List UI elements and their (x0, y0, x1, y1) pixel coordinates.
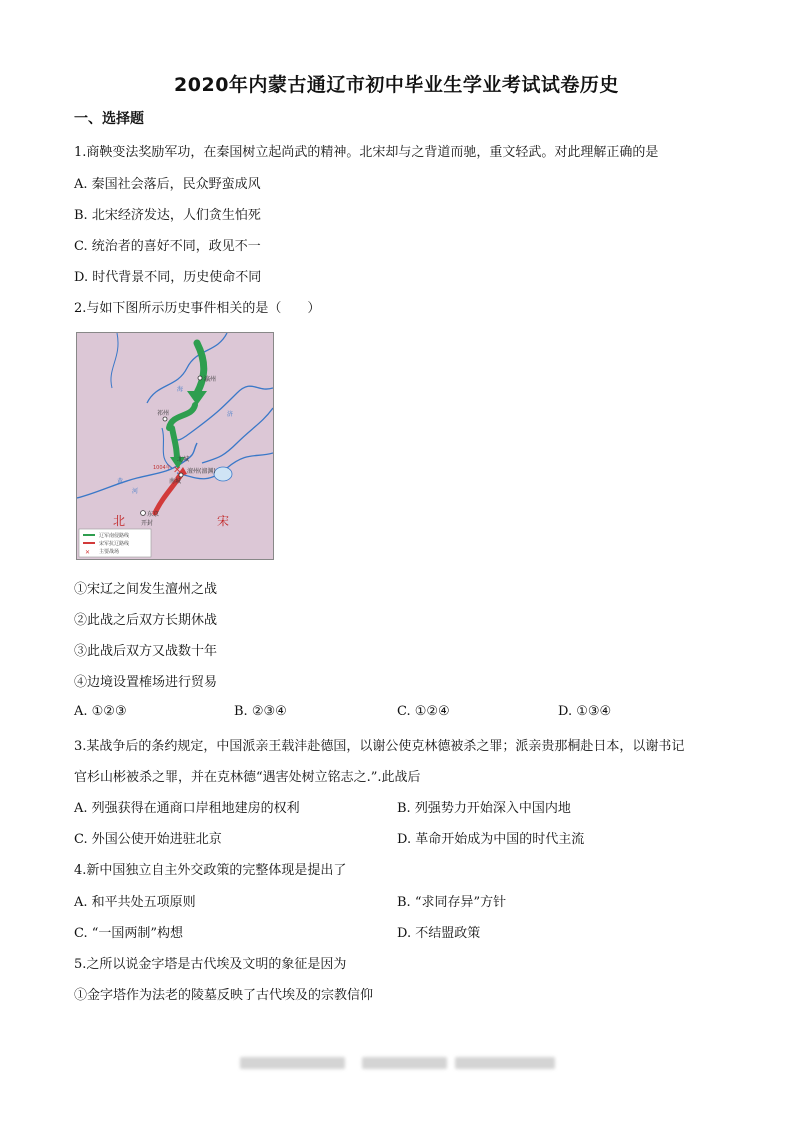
question-4-option-d: D. 不结盟政策 (397, 926, 481, 941)
question-1-option-a: A. 秦国社会落后，民众野蛮成风 (74, 177, 261, 192)
map-label: 澶州(澶渊) (187, 468, 216, 475)
map-label: 南城 (169, 478, 182, 485)
section-heading: 一、选择题 (74, 111, 144, 127)
question-3-option-c: C. 外国公使开始进驻北京 (74, 832, 222, 847)
question-3-stem-line-1: 3.某战争后的条约规定，中国派亲王载沣赴德国，以谢公使克林德被杀之罪；派亲贵那桐赴日本，以谢书记 (74, 739, 685, 754)
river-line (111, 333, 118, 388)
river-label: 海 (177, 386, 184, 393)
map-label: 东京 (147, 511, 160, 518)
battle-x-icon: ✕ (173, 465, 182, 476)
city-marker (163, 417, 167, 421)
question-3-option-d: D. 革命开始成为中国的时代主流 (397, 832, 585, 847)
city-marker (141, 511, 146, 516)
question-1-stem: 1.商鞅变法奖励军功，在秦国树立起尚武的精神。北宋却与之背道而驰，重文轻武。对此理解正确的是 (74, 145, 659, 160)
map-label: 瀛州 (204, 376, 217, 383)
question-4-stem: 4.新中国独立自主外交政策的完整体现是提出了 (74, 863, 347, 878)
map-label: 开封 (141, 520, 154, 527)
question-2-option-d: D. ①③④ (558, 704, 612, 719)
footer-watermark (240, 1057, 345, 1069)
question-5-item-1: ①金字塔作为法老的陵墓反映了古代埃及的宗教信仰 (74, 988, 374, 1003)
question-5-stem: 5.之所以说金字塔是古代埃及文明的象征是因为 (74, 957, 347, 972)
question-4-option-b: B. “求同存异”方针 (397, 895, 507, 910)
question-4-option-a: A. 和平共处五项原则 (74, 895, 196, 910)
map-label: 祁州 (157, 410, 170, 417)
question-2-item-4: ④边境设置榷场进行贸易 (74, 675, 218, 690)
question-3-stem-line-2: 官杉山彬被杀之罪，并在克林德“遇害处树立铭志之.”.此战后 (74, 770, 421, 785)
region-label-north: 北 (113, 514, 126, 528)
exam-title: 2020年内蒙古通辽市初中毕业生学业考试试卷历史 (174, 74, 619, 96)
question-3-option-a: A. 列强获得在通商口岸租地建房的权利 (74, 801, 300, 816)
legend-label: 主要战场 (99, 549, 120, 555)
river-label: 河 (132, 488, 139, 495)
region-label-song: 宋 (217, 514, 230, 528)
liao-route-arrow (197, 343, 204, 393)
legend-label: 辽军南侵路线 (99, 533, 130, 539)
liao-route-arrow (169, 405, 195, 428)
question-1-option-b: B. 北宋经济发达，人们贪生怕死 (74, 208, 261, 223)
question-4-option-c: C. “一国两制”构想 (74, 926, 184, 941)
question-2-item-1: ①宋辽之间发生澶州之战 (74, 582, 218, 597)
lake-shape (214, 467, 232, 481)
question-2-item-3: ③此战后双方又战数十年 (74, 644, 218, 659)
map-svg (77, 333, 273, 559)
map-label: 1004年 (153, 465, 171, 471)
question-2-stem: 2.与如下图所示历史事件相关的是（ ） (74, 301, 321, 316)
question-2-option-a: A. ①②③ (74, 704, 127, 719)
footer-watermark (455, 1057, 555, 1069)
river-label: 济 (227, 411, 234, 418)
river-line (147, 333, 227, 403)
question-2-item-2: ②此战之后双方长期休战 (74, 613, 218, 628)
historical-map (76, 332, 274, 560)
question-2-option-c: C. ①②④ (397, 704, 450, 719)
question-3-option-b: B. 列强势力开始深入中国内地 (397, 801, 571, 816)
map-label: 北城 (177, 456, 190, 463)
footer-watermark (362, 1057, 447, 1069)
legend-battle-icon: ✕ (85, 549, 91, 556)
legend-label: 宋军抗辽路线 (99, 541, 130, 547)
city-marker (198, 376, 202, 380)
question-1-option-c: C. 统治者的喜好不同，政见不一 (74, 239, 261, 254)
river-label: 黄 (117, 478, 124, 485)
question-1-option-d: D. 时代背景不同，历史使命不同 (74, 270, 262, 285)
question-2-option-b: B. ②③④ (234, 704, 287, 719)
